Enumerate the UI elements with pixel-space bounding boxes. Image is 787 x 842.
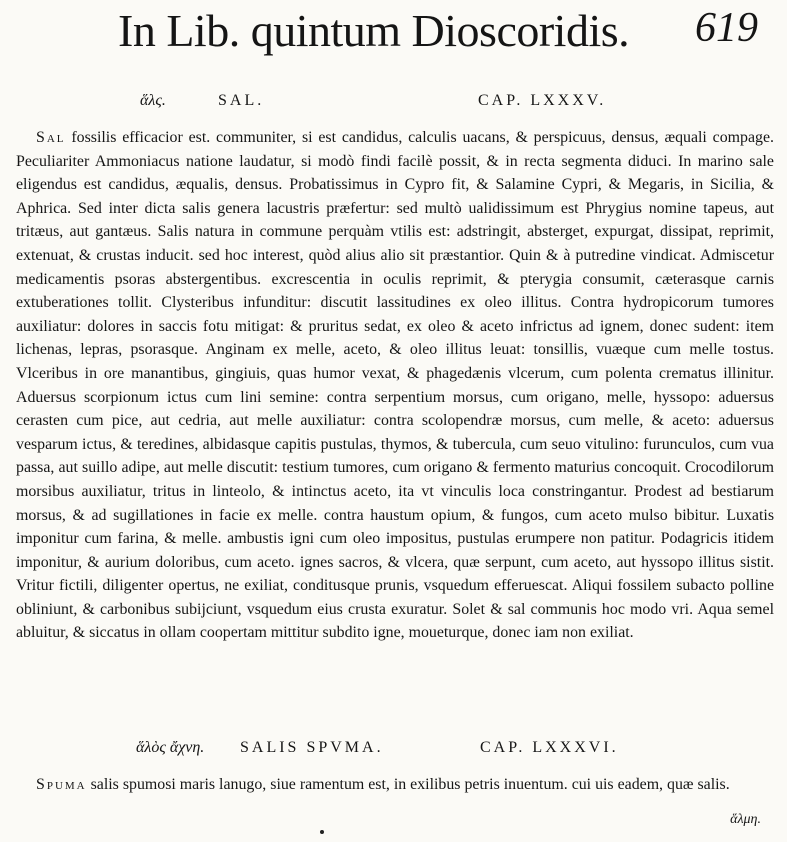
- chapter-greek-title: ἅλὸς ἄχνη.: [136, 739, 205, 756]
- lead-word: Spuma: [36, 776, 87, 793]
- paragraph-text: fossilis efficacior est. communiter, si est candidus, calculis uacans, & perspicuus, densus, æquali compage. Peculiariter Ammoniacus natione laudatur, si modò findi facilè possit, & in recta segmenta diduci. In marino sale eligendus est candidus, æqualis, densus. Probatissimus in Cypro fit, & Salamine Cypri, & Megaris, in Sicilia, & Aphrica. Sed inter dicta salis genera lacustris præfertur: sed multò ualidissimum est Phrygius nomine tapeus, aut tritæus, aut gantæus. Salis natura in commune perquàm vtilis est: adstringit, absterget, expurgat, dissipat, reprimit, extenuat, & crustas inducit. sed hoc interest, quòd alius alio sit præstantior. Quin & à putredine vindicat. Admiscetur medicamentis psoras abstergentibus. excrescentia in oculis reprimit, & pterygia consumit, cæterasque carnis extuberationes tollit. Clysteribus infunditur: discutit lassitudines ex oleo illitus. Contra hydropicorum tumores auxiliatur: dolores in saccis fotu mitigat: & pruritus sedat, ex oleo & aceto infrictus ad ignem, donec sudent: item lichenas, lepras, psorasque. Anginam ex melle, aceto, & oleo illitus leuat: tonsillis, vuæque cum melle tostus. Vlceribus in ore manantibus, gingiuis, quas humor vexat, & phagedænis vlcerum, cum polenta crematus illinitur. Aduersus scorpionum ictus cum lini semine: contra serpentium morsus, cum origano, melle, hyssopo: aduersus cerasten cum pice, aut cedria, aut melle auxiliatur: contra scolopendræ morsus, cum melle, & aceto: aduersus vesparum ictus, & teredines, albidasque capitis pustulas, thymos, & tubercula, cum seuo vitulino: furunculos, cum vua passa, aut suillo adipe, aut melle discutit: testium tumores, cum origano & fermento maturius concoquit. Crocodilorum morsibus auxiliatur, tritus in linteolo, & intinctus aceto, ita vt vinculis loca constringantur. Prodest ad bestiarum morsus, & ad sugillationes in facie ex melle. contra haustum opium, & fungos, cum aceto mulso bibitur. Luxatis imponitur cum farina, & melle. ambustis igni cum oleo impositus, pustulas erumpere non patitur. Podagricis itidem imponitur, & aurium doloribus, cum aceto. ignes sacros, & vlcera, quæ serpunt, cum aceto, aut hyssopo illitus sistit. Vritur fictili, diligenter opertus, ne exiliat, conditusque prunis, vsquedum efferuescat. Aliqui fossilem subacto polline obliniunt, & carbonibus subijciunt, vsquedum eius crusta exuratur. Solet & sal communis hoc modo vri. Aqua semel abluitur, & siccatus in ollam coopertam mittitur subdito igne, moueturque, donec iam non exiliat.: [16, 129, 774, 642]
- paragraph-text: salis spumosi maris lanugo, siue ramentum est, in exilibus petris inuentum. cui uis eadem, quæ salis.: [90, 776, 730, 793]
- chapter-number: CAP. LXXXV.: [478, 92, 607, 109]
- chapter-body-86: [16, 773, 774, 797]
- running-head: [118, 4, 758, 64]
- ink-dot: [320, 830, 324, 834]
- chapter-greek-title: ἅλς.: [140, 92, 166, 109]
- chapter-heading-86: [0, 739, 787, 761]
- chapter-heading-85: [0, 92, 787, 114]
- chapter-body-85: [16, 126, 774, 645]
- lead-word: Sal: [36, 129, 66, 146]
- catchword: ἅλμη.: [730, 812, 761, 827]
- page-number: 619: [695, 5, 758, 51]
- chapter-number: CAP. LXXXVI.: [480, 739, 619, 756]
- running-title: In Lib. quintum Dioscoridis.: [118, 5, 630, 56]
- chapter-title: SAL.: [218, 92, 265, 109]
- chapter-title: SALIS SPVMA.: [240, 739, 384, 756]
